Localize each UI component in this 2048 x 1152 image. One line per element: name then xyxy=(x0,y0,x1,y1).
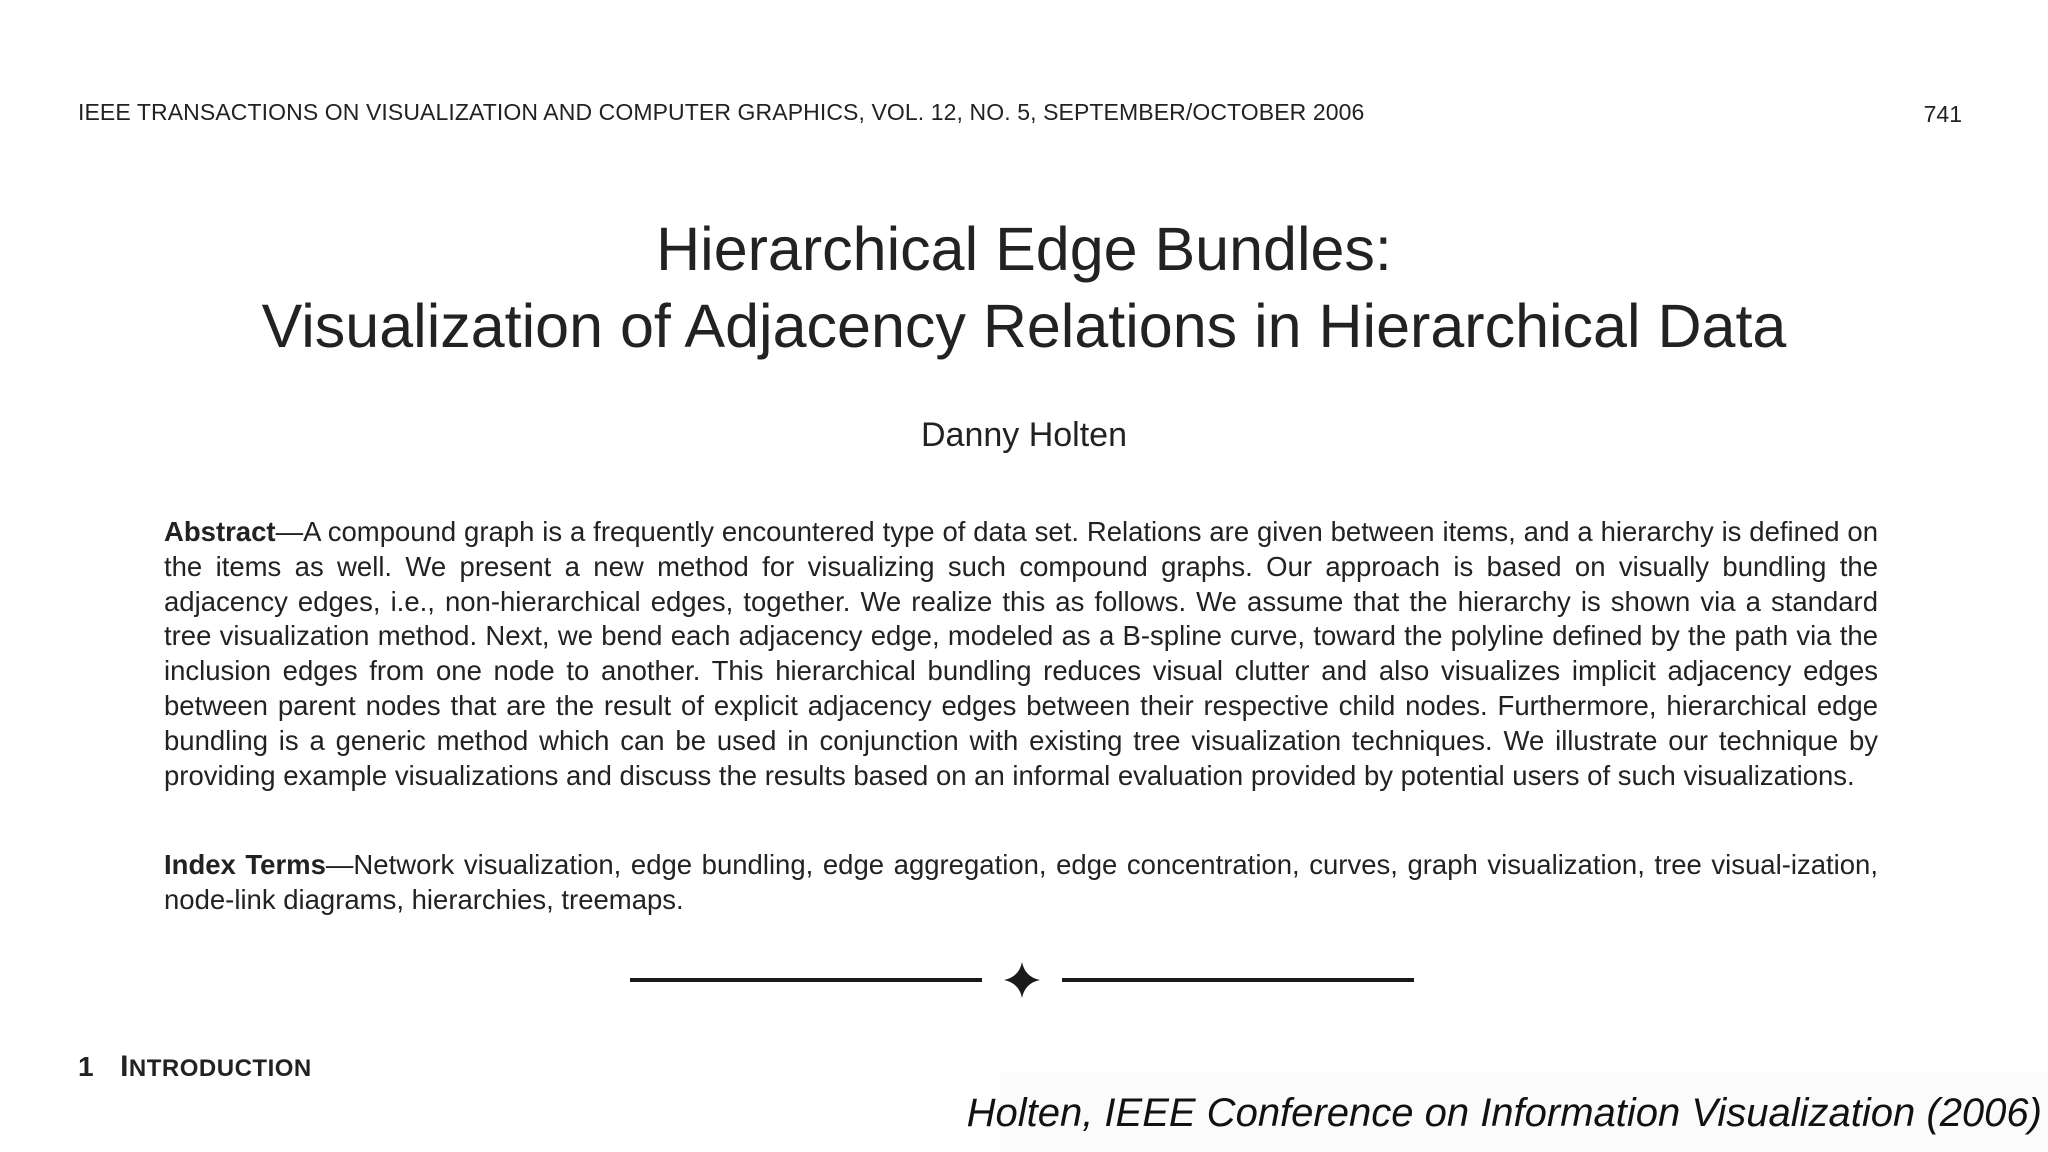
author-name: Danny Holten xyxy=(920,416,1127,454)
section-divider xyxy=(630,960,1414,1000)
index-terms xyxy=(164,848,1878,918)
index-terms-label: Index Terms xyxy=(164,849,326,880)
paper-title-line-2: Visualization of Adjacency Relations in Hierarchical Data xyxy=(261,292,1787,360)
four-point-star-icon xyxy=(1004,962,1040,998)
journal-header: IEEE TRANSACTIONS ON VISUALIZATION AND COMPUTER GRAPHICS, VOL. 12, NO. 5, SEPTEMBER/OCTOBER 2006 xyxy=(78,99,1365,125)
section-number: 1 xyxy=(78,1051,95,1082)
page-number: 741 xyxy=(1923,101,1962,127)
abstract xyxy=(164,515,1878,793)
abstract-text: —A compound graph is a frequently encountered type of data set. Relations are given between items, and a hierarchy is defined on the items as well. We present a new method for visualizing such compound graphs. Our approach is based on visually bundling the adjacency edges, i.e., non-hierarchical edges, together. We realize this as follows. We assume that the hierarchy is shown via a standard tree visualization method. Next, we bend each adjacency edge, modeled as a B-spline curve, toward the polyline defined by the path via the inclusion edges from one node to another. This hierarchical bundling reduces visual clutter and also visualizes implicit adjacency edges between parent nodes that are the result of explicit adjacency edges between their respective child nodes. Furthermore, hierarchical edge bundling is a generic method which can be used in conjunction with existing tree visualization techniques. We illustrate our technique by providing example visualizations and discuss the results based on an informal evaluation provided by potential users of such visualizations. xyxy=(164,516,1878,791)
section-heading-introduction xyxy=(78,1050,312,1084)
abstract-label: Abstract xyxy=(164,516,276,547)
section-title-initial: I xyxy=(120,1050,129,1083)
section-title-rest: NTRODUCTION xyxy=(128,1055,312,1082)
index-terms-text: —Network visualization, edge bundling, edge aggregation, edge concentration, curves, graph visualization, tree visual-ization, node-link diagrams, hierarchies, treemaps. xyxy=(164,849,1878,915)
paper-title-line-1: Hierarchical Edge Bundles: xyxy=(656,215,1392,283)
citation-caption: Holten, IEEE Conference on Information Visualization (2006) xyxy=(966,1091,2042,1135)
